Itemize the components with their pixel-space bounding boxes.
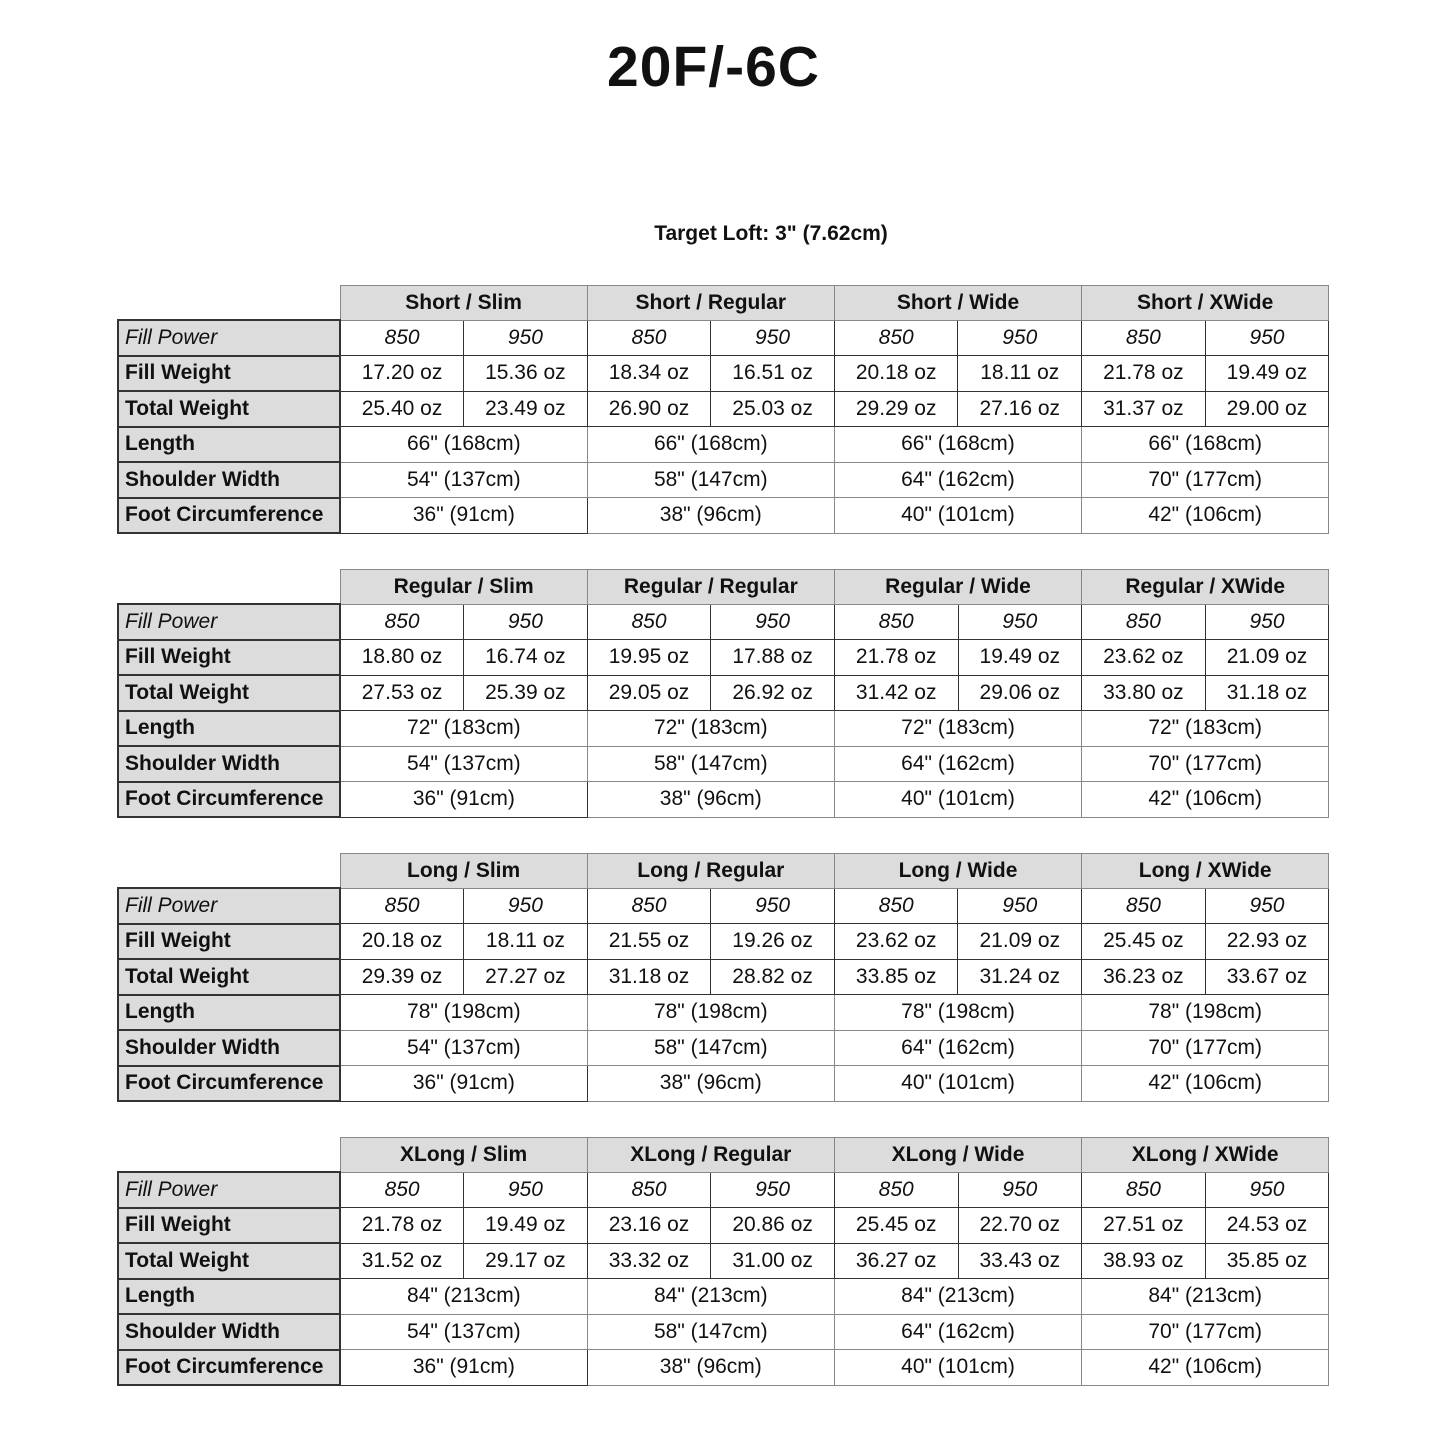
fill-power-row [118, 604, 1329, 640]
value-cell: 850 [587, 888, 711, 924]
corner-cell [118, 286, 340, 321]
value-cell: 42" (106cm) [1082, 498, 1329, 534]
value-cell: 950 [958, 888, 1082, 924]
value-cell: 70" (177cm) [1082, 1314, 1329, 1350]
value-cell: 950 [958, 1172, 1082, 1208]
fill-power-row [118, 320, 1329, 356]
row-label: Fill Power [118, 1172, 340, 1208]
row-label: Foot Circumference [118, 1066, 340, 1102]
row-label: Shoulder Width [118, 746, 340, 782]
target-loft-subtitle: Target Loft: 3" (7.62cm) [654, 222, 888, 245]
value-cell: 950 [464, 888, 588, 924]
size-header: Regular / Wide [834, 570, 1081, 605]
value-cell: 31.42 oz [834, 675, 958, 711]
size-header: Short / Wide [834, 286, 1081, 321]
value-cell: 78" (198cm) [340, 995, 587, 1031]
fill-power-row [118, 888, 1329, 924]
foot-circumference-row [118, 498, 1329, 534]
value-cell: 850 [1082, 320, 1206, 356]
value-cell: 38" (96cm) [587, 1350, 834, 1386]
length-row [118, 995, 1329, 1031]
value-cell: 36" (91cm) [340, 498, 587, 534]
value-cell: 19.49 oz [958, 640, 1082, 676]
value-cell: 950 [958, 604, 1082, 640]
total-weight-row [118, 675, 1329, 711]
header-row [118, 1138, 1329, 1173]
header-row [118, 286, 1329, 321]
size-header: XLong / Regular [587, 1138, 834, 1173]
value-cell: 27.16 oz [958, 391, 1082, 427]
value-cell: 31.37 oz [1082, 391, 1206, 427]
value-cell: 950 [1205, 1172, 1329, 1208]
value-cell: 84" (213cm) [834, 1279, 1081, 1315]
foot-circumference-row [118, 782, 1329, 818]
value-cell: 23.49 oz [464, 391, 588, 427]
value-cell: 950 [711, 604, 835, 640]
value-cell: 19.49 oz [1205, 356, 1329, 392]
value-cell: 31.24 oz [958, 959, 1082, 995]
value-cell: 23.62 oz [834, 924, 958, 960]
value-cell: 72" (183cm) [834, 711, 1081, 747]
value-cell: 25.45 oz [834, 1208, 958, 1244]
value-cell: 64" (162cm) [834, 1314, 1081, 1350]
spec-table [117, 1137, 1329, 1386]
value-cell: 66" (168cm) [834, 427, 1081, 463]
row-label: Total Weight [118, 391, 340, 427]
row-label: Length [118, 995, 340, 1031]
value-cell: 78" (198cm) [587, 995, 834, 1031]
value-cell: 19.95 oz [587, 640, 711, 676]
value-cell: 19.26 oz [711, 924, 835, 960]
value-cell: 20.18 oz [834, 356, 958, 392]
value-cell: 25.03 oz [711, 391, 835, 427]
value-cell: 36.23 oz [1082, 959, 1206, 995]
foot-circumference-row [118, 1350, 1329, 1386]
row-label: Shoulder Width [118, 462, 340, 498]
value-cell: 54" (137cm) [340, 1314, 587, 1350]
value-cell: 950 [1205, 604, 1329, 640]
value-cell: 70" (177cm) [1082, 1030, 1329, 1066]
value-cell: 950 [464, 320, 588, 356]
shoulder-width-row [118, 746, 1329, 782]
size-header: Short / XWide [1082, 286, 1329, 321]
value-cell: 54" (137cm) [340, 462, 587, 498]
value-cell: 58" (147cm) [587, 1030, 834, 1066]
shoulder-width-row [118, 1030, 1329, 1066]
value-cell: 850 [834, 888, 958, 924]
value-cell: 850 [1082, 604, 1206, 640]
value-cell: 26.92 oz [711, 675, 835, 711]
spec-table [117, 285, 1329, 534]
row-label: Fill Weight [118, 640, 340, 676]
value-cell: 36" (91cm) [340, 1066, 587, 1102]
corner-cell [118, 1138, 340, 1173]
value-cell: 850 [340, 320, 464, 356]
size-header: XLong / XWide [1082, 1138, 1329, 1173]
value-cell: 850 [834, 604, 958, 640]
value-cell: 21.78 oz [340, 1208, 464, 1244]
value-cell: 84" (213cm) [340, 1279, 587, 1315]
value-cell: 33.32 oz [587, 1243, 711, 1279]
value-cell: 84" (213cm) [587, 1279, 834, 1315]
value-cell: 29.39 oz [340, 959, 464, 995]
value-cell: 25.40 oz [340, 391, 464, 427]
row-label: Length [118, 427, 340, 463]
value-cell: 38" (96cm) [587, 782, 834, 818]
corner-cell [118, 570, 340, 605]
value-cell: 64" (162cm) [834, 746, 1081, 782]
value-cell: 850 [587, 320, 711, 356]
fill-weight-row [118, 924, 1329, 960]
value-cell: 850 [834, 320, 958, 356]
value-cell: 33.67 oz [1205, 959, 1329, 995]
value-cell: 950 [958, 320, 1082, 356]
value-cell: 20.86 oz [711, 1208, 835, 1244]
value-cell: 64" (162cm) [834, 462, 1081, 498]
fill-weight-row [118, 640, 1329, 676]
value-cell: 29.06 oz [958, 675, 1082, 711]
value-cell: 54" (137cm) [340, 1030, 587, 1066]
value-cell: 70" (177cm) [1082, 746, 1329, 782]
value-cell: 29.00 oz [1205, 391, 1329, 427]
value-cell: 16.74 oz [464, 640, 588, 676]
fill-weight-row [118, 356, 1329, 392]
value-cell: 36" (91cm) [340, 1350, 587, 1386]
value-cell: 950 [1205, 320, 1329, 356]
size-header: Short / Regular [587, 286, 834, 321]
value-cell: 27.27 oz [464, 959, 588, 995]
value-cell: 78" (198cm) [1082, 995, 1329, 1031]
size-header: Regular / Slim [340, 570, 587, 605]
row-label: Foot Circumference [118, 782, 340, 818]
value-cell: 40" (101cm) [834, 782, 1081, 818]
value-cell: 19.49 oz [464, 1208, 588, 1244]
value-cell: 72" (183cm) [1082, 711, 1329, 747]
value-cell: 22.70 oz [958, 1208, 1082, 1244]
value-cell: 27.51 oz [1082, 1208, 1206, 1244]
row-label: Fill Power [118, 604, 340, 640]
value-cell: 33.80 oz [1082, 675, 1206, 711]
value-cell: 31.00 oz [711, 1243, 835, 1279]
row-label: Shoulder Width [118, 1030, 340, 1066]
header-row [118, 570, 1329, 605]
value-cell: 21.78 oz [834, 640, 958, 676]
value-cell: 26.90 oz [587, 391, 711, 427]
value-cell: 35.85 oz [1205, 1243, 1329, 1279]
value-cell: 27.53 oz [340, 675, 464, 711]
value-cell: 64" (162cm) [834, 1030, 1081, 1066]
row-label: Fill Weight [118, 924, 340, 960]
value-cell: 28.82 oz [711, 959, 835, 995]
value-cell: 22.93 oz [1205, 924, 1329, 960]
row-label: Total Weight [118, 1243, 340, 1279]
row-label: Foot Circumference [118, 1350, 340, 1386]
value-cell: 18.80 oz [340, 640, 464, 676]
value-cell: 31.18 oz [587, 959, 711, 995]
value-cell: 18.11 oz [958, 356, 1082, 392]
value-cell: 29.17 oz [464, 1243, 588, 1279]
row-label: Fill Weight [118, 1208, 340, 1244]
value-cell: 70" (177cm) [1082, 462, 1329, 498]
value-cell: 950 [1205, 888, 1329, 924]
row-label: Length [118, 1279, 340, 1315]
size-header: Regular / XWide [1082, 570, 1329, 605]
value-cell: 38.93 oz [1082, 1243, 1206, 1279]
size-header: Long / Regular [587, 854, 834, 889]
fill-power-row [118, 1172, 1329, 1208]
value-cell: 850 [340, 604, 464, 640]
size-header: Long / XWide [1082, 854, 1329, 889]
value-cell: 24.53 oz [1205, 1208, 1329, 1244]
value-cell: 58" (147cm) [587, 746, 834, 782]
shoulder-width-row [118, 462, 1329, 498]
value-cell: 40" (101cm) [834, 1066, 1081, 1102]
spec-table [117, 853, 1329, 1102]
value-cell: 84" (213cm) [1082, 1279, 1329, 1315]
value-cell: 16.51 oz [711, 356, 835, 392]
value-cell: 54" (137cm) [340, 746, 587, 782]
size-header: Long / Wide [834, 854, 1081, 889]
value-cell: 850 [834, 1172, 958, 1208]
length-row [118, 427, 1329, 463]
value-cell: 66" (168cm) [587, 427, 834, 463]
value-cell: 36.27 oz [834, 1243, 958, 1279]
value-cell: 29.05 oz [587, 675, 711, 711]
value-cell: 23.62 oz [1082, 640, 1206, 676]
value-cell: 33.43 oz [958, 1243, 1082, 1279]
row-label: Total Weight [118, 675, 340, 711]
value-cell: 58" (147cm) [587, 462, 834, 498]
value-cell: 36" (91cm) [340, 782, 587, 818]
size-header: Long / Slim [340, 854, 587, 889]
value-cell: 23.16 oz [587, 1208, 711, 1244]
foot-circumference-row [118, 1066, 1329, 1102]
value-cell: 15.36 oz [464, 356, 588, 392]
fill-weight-row [118, 1208, 1329, 1244]
value-cell: 42" (106cm) [1082, 782, 1329, 818]
row-label: Shoulder Width [118, 1314, 340, 1350]
value-cell: 950 [464, 604, 588, 640]
value-cell: 38" (96cm) [587, 498, 834, 534]
value-cell: 18.34 oz [587, 356, 711, 392]
header-row [118, 854, 1329, 889]
value-cell: 21.55 oz [587, 924, 711, 960]
value-cell: 850 [1082, 888, 1206, 924]
value-cell: 21.09 oz [1205, 640, 1329, 676]
size-header: Short / Slim [340, 286, 587, 321]
row-label: Length [118, 711, 340, 747]
value-cell: 40" (101cm) [834, 1350, 1081, 1386]
row-label: Fill Power [118, 320, 340, 356]
row-label: Fill Weight [118, 356, 340, 392]
total-weight-row [118, 1243, 1329, 1279]
length-row [118, 1279, 1329, 1315]
row-label: Fill Power [118, 888, 340, 924]
value-cell: 58" (147cm) [587, 1314, 834, 1350]
row-label: Total Weight [118, 959, 340, 995]
value-cell: 21.78 oz [1082, 356, 1206, 392]
value-cell: 17.20 oz [340, 356, 464, 392]
value-cell: 18.11 oz [464, 924, 588, 960]
value-cell: 850 [340, 888, 464, 924]
value-cell: 40" (101cm) [834, 498, 1081, 534]
value-cell: 25.39 oz [464, 675, 588, 711]
value-cell: 72" (183cm) [587, 711, 834, 747]
value-cell: 38" (96cm) [587, 1066, 834, 1102]
row-label: Foot Circumference [118, 498, 340, 534]
total-weight-row [118, 391, 1329, 427]
value-cell: 42" (106cm) [1082, 1350, 1329, 1386]
value-cell: 20.18 oz [340, 924, 464, 960]
value-cell: 29.29 oz [834, 391, 958, 427]
value-cell: 78" (198cm) [834, 995, 1081, 1031]
value-cell: 66" (168cm) [1082, 427, 1329, 463]
value-cell: 25.45 oz [1082, 924, 1206, 960]
shoulder-width-row [118, 1314, 1329, 1350]
size-header: XLong / Slim [340, 1138, 587, 1173]
page-title: 20F/-6C [607, 35, 820, 99]
value-cell: 42" (106cm) [1082, 1066, 1329, 1102]
value-cell: 31.52 oz [340, 1243, 464, 1279]
value-cell: 17.88 oz [711, 640, 835, 676]
value-cell: 950 [711, 320, 835, 356]
total-weight-row [118, 959, 1329, 995]
value-cell: 850 [587, 604, 711, 640]
value-cell: 950 [464, 1172, 588, 1208]
value-cell: 31.18 oz [1205, 675, 1329, 711]
value-cell: 72" (183cm) [340, 711, 587, 747]
value-cell: 21.09 oz [958, 924, 1082, 960]
value-cell: 66" (168cm) [340, 427, 587, 463]
size-header: XLong / Wide [834, 1138, 1081, 1173]
value-cell: 850 [1082, 1172, 1206, 1208]
length-row [118, 711, 1329, 747]
value-cell: 950 [711, 888, 835, 924]
value-cell: 850 [340, 1172, 464, 1208]
size-header: Regular / Regular [587, 570, 834, 605]
spec-table [117, 569, 1329, 818]
value-cell: 33.85 oz [834, 959, 958, 995]
value-cell: 950 [711, 1172, 835, 1208]
corner-cell [118, 854, 340, 889]
value-cell: 850 [587, 1172, 711, 1208]
